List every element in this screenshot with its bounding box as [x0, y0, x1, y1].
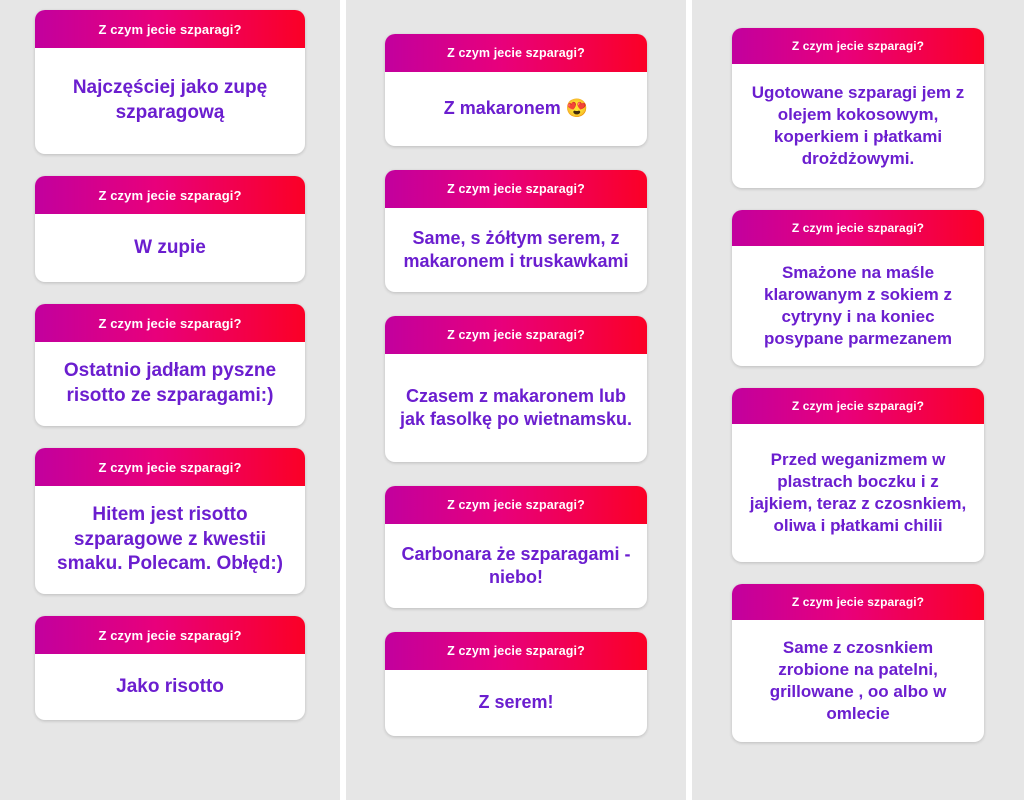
card-question-header: Z czym jecie szparagi? [732, 388, 984, 424]
card-question-header: Z czym jecie szparagi? [385, 486, 647, 524]
answer-card[interactable] [35, 304, 305, 426]
card-question-header: Z czym jecie szparagi? [35, 176, 305, 214]
card-question-header: Z czym jecie szparagi? [35, 448, 305, 486]
card-answer-text: Jako risotto [116, 675, 224, 697]
answer-card[interactable] [385, 632, 647, 736]
answer-card[interactable] [385, 316, 647, 462]
answer-card[interactable] [385, 34, 647, 146]
card-answer-text: Z serem! [478, 692, 554, 713]
answer-card[interactable] [732, 388, 984, 562]
card-answer-text: Ugotowane szparagi jem z olejem kokosowym, koperkiem i płatkami drożdżowymi. [751, 82, 965, 169]
card-question-header: Z czym jecie szparagi? [385, 316, 647, 354]
card-question-header: Z czym jecie szparagi? [732, 28, 984, 64]
card-answer-text: Same, s żółtym serem, z makaronem i truskawkami [403, 227, 629, 271]
card-question-header: Z czym jecie szparagi? [732, 584, 984, 620]
card-answer-text: W zupie [134, 236, 206, 258]
answer-card[interactable] [35, 448, 305, 594]
column-1 [0, 0, 340, 800]
card-answer-text: Carbonara że szparagami - niebo! [401, 543, 631, 587]
card-question-header: Z czym jecie szparagi? [385, 34, 647, 72]
card-question-header: Z czym jecie szparagi? [35, 10, 305, 48]
card-answer-text: Hitem jest risotto szparagowe z kwestii smaku. Polecam. Obłęd:) [57, 503, 283, 575]
column-2 [346, 0, 686, 800]
card-answer-text: Czasem z makaronem lub jak fasolkę po wietnamsku. [399, 385, 633, 429]
card-question-header: Z czym jecie szparagi? [385, 170, 647, 208]
answer-card[interactable] [732, 210, 984, 366]
answer-card[interactable] [35, 10, 305, 154]
card-question-header: Z czym jecie szparagi? [385, 632, 647, 670]
answer-card[interactable] [385, 486, 647, 608]
answer-card[interactable] [732, 584, 984, 742]
card-answer-text: Przed weganizmem w plastrach boczku i z jajkiem, teraz z czosnkiem, oliwa i płatkami chilii [749, 449, 967, 536]
card-answer-text: Ostatnio jadłam pyszne risotto ze szparagami:) [63, 360, 277, 406]
card-question-header: Z czym jecie szparagi? [35, 304, 305, 342]
column-3 [692, 0, 1024, 800]
card-answer-text: Najczęściej jako zupę szparagową [72, 77, 268, 123]
card-answer-text: Smażone na maśle klarowanym z sokiem z cytryny i na koniec posypane parmezanem [763, 262, 953, 349]
answer-card[interactable] [732, 28, 984, 188]
answer-card[interactable] [385, 170, 647, 292]
card-answer-text: Same z czosnkiem zrobione na patelni, grillowane , oo albo w omlecie [769, 637, 947, 724]
card-question-header: Z czym jecie szparagi? [35, 616, 305, 654]
answer-card[interactable] [35, 176, 305, 282]
card-answer-text: Z makaronem 😍 [443, 98, 589, 119]
answer-card[interactable] [35, 616, 305, 720]
card-question-header: Z czym jecie szparagi? [732, 210, 984, 246]
